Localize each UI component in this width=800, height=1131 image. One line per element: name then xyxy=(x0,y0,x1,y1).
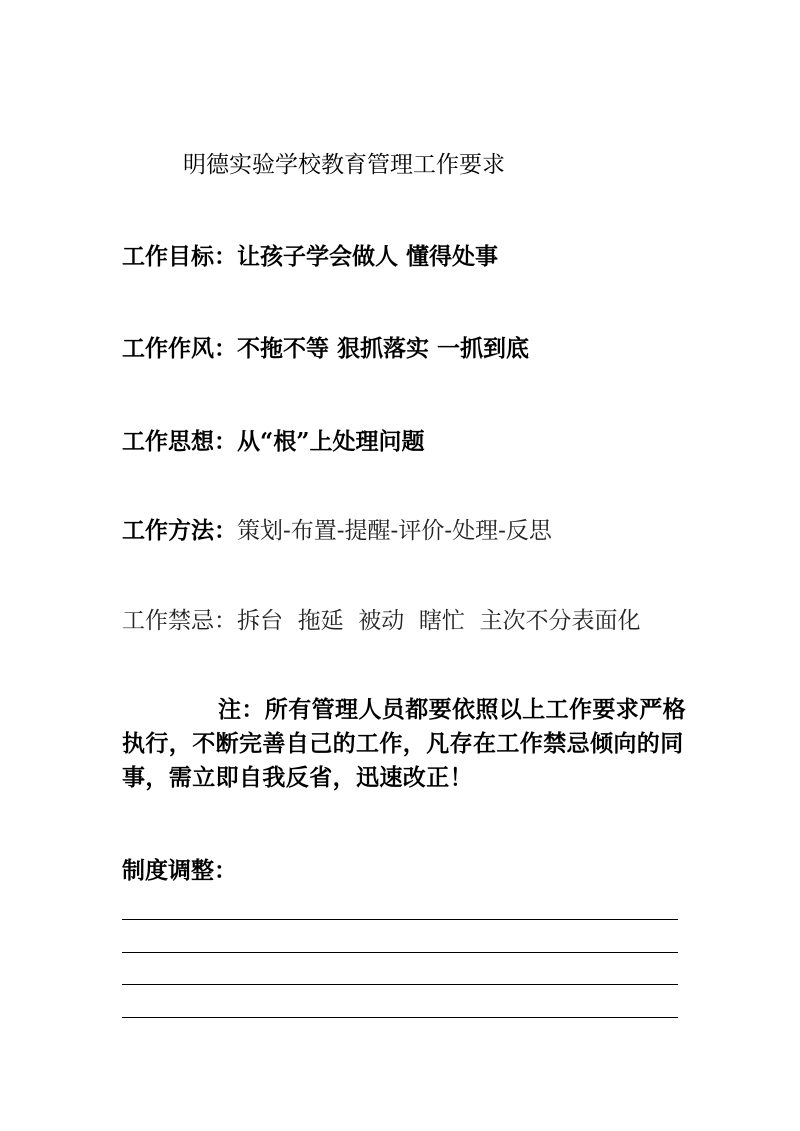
work-taboo-value: 拆台 拖延 被动 瞎忙 主次不分表面化 xyxy=(237,608,641,634)
system-adjustment-label: 制度调整： xyxy=(122,857,237,884)
work-method-value: 策划-布置-提醒-评价-处理-反思 xyxy=(237,518,552,544)
work-thought-label: 工作思想： xyxy=(122,428,237,455)
work-style-value: 不拖不等 狠抓落实 一抓到底 xyxy=(237,335,530,362)
work-style-line xyxy=(122,330,529,363)
note-paragraph: 注：所有管理人员都要依照以上工作要求严格执行，不断完善自己的工作，凡存在工作禁忌倾向的同事，需立即自我反省，迅速改正！ xyxy=(122,696,686,791)
work-method-label: 工作方法： xyxy=(122,517,237,544)
work-thought-line xyxy=(122,423,424,456)
document-title: 明德实验学校教育管理工作要求 xyxy=(183,152,505,178)
work-thought-value: 从“根”上处理问题 xyxy=(237,428,425,455)
work-taboo-line xyxy=(122,602,641,635)
work-goal-value: 让孩子学会做人 懂得处事 xyxy=(237,243,499,270)
work-style-label: 工作作风： xyxy=(122,335,237,362)
blank-line-2 xyxy=(122,952,678,953)
work-goal-line xyxy=(122,238,498,271)
work-taboo-label: 工作禁忌： xyxy=(122,608,237,634)
work-goal-label: 工作目标： xyxy=(122,243,237,270)
blank-line-3 xyxy=(122,984,678,985)
work-method-line xyxy=(122,512,552,545)
blank-line-1 xyxy=(122,919,678,920)
blank-line-4 xyxy=(122,1017,678,1018)
